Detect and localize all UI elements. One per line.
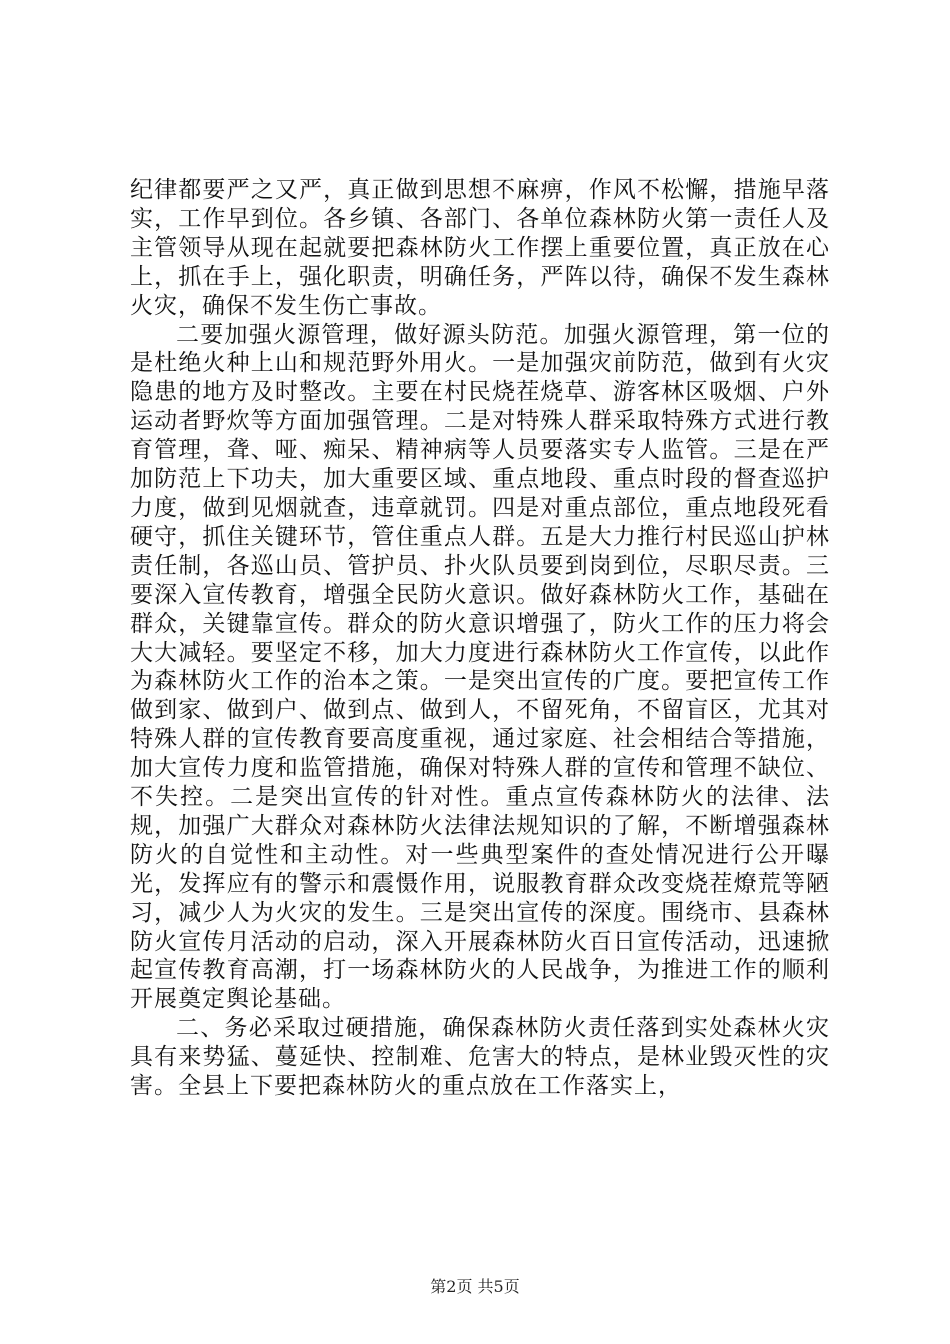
paragraph-3: 二、务必采取过硬措施，确保森林防火责任落到实处森林火灾具有来势猛、蔓延快、控制难、危害大的特点，是林业毁灭性的灾害。全县上下要把森林防火的重点放在工作落实上， <box>130 1015 830 1100</box>
paragraph-1: 纪律都要严之又严，真正做到思想不麻痹，作风不松懈，措施早落实，工作早到位。各乡镇、各部门、各单位森林防火第一责任人及主管领导从现在起就要把森林防火工作摆上重要位置，真正放在心上，抓在手上，强化职责，明确任务，严阵以待，确保不发生森林火灾，确保不发生伤亡事故。 <box>130 177 830 319</box>
page-footer: 第2页 共5页 <box>430 1277 520 1296</box>
document-body <box>130 176 830 1101</box>
paragraph-2: 二要加强火源管理，做好源头防范。加强火源管理，第一位的是杜绝火种上山和规范野外用火。一是加强灾前防范，做到有火灾隐患的地方及时整改。主要在村民烧茬烧草、游客林区吸烟、户外运动者野炊等方面加强管理。二是对特殊人群采取特殊方式进行教育管理，聋、哑、痴呆、精神病等人员要落实专人监管。三是在严加防范上下功夫，加大重要区域、重点地段、重点时段的督查巡护力度，做到见烟就查，违章就罚。四是对重点部位，重点地段死看硬守，抓住关键环节，管住重点人群。五是大力推行村民巡山护林责任制，各巡山员、管护员、扑火队员要到岗到位，尽职尽责。三要深入宣传教育，增强全民防火意识。做好森林防火工作，基础在群众，关键靠宣传。群众的防火意识增强了，防火工作的压力将会大大减轻。要坚定不移，加大力度进行森林防火工作宣传，以此作为森林防火工作的治本之策。一是突出宣传的广度。要把宣传工作做到家、做到户、做到点、做到人，不留死角，不留盲区，尤其对特殊人群的宣传教育要高度重视，通过家庭、社会相结合等措施，加大宣传力度和监管措施，确保对特殊人群的宣传和管理不缺位、不失控。二是突出宣传的针对性。重点宣传森林防火的法律、法规，加强广大群众对森林防火法律法规知识的了解，不断增强森林防火的自觉性和主动性。对一些典型案件的查处情况进行公开曝光，发挥应有的警示和震慑作用，说服教育群众改变烧茬燎荒等陋习，减少人为火灾的发生。三是突出宣传的深度。围绕市、县森林防火宣传月活动的启动，深入开展森林防火百日宣传活动，迅速掀起宣传教育高潮，打一场森林防火的人民战争，为推进工作的顺利开展奠定舆论基础。 <box>130 321 830 1013</box>
